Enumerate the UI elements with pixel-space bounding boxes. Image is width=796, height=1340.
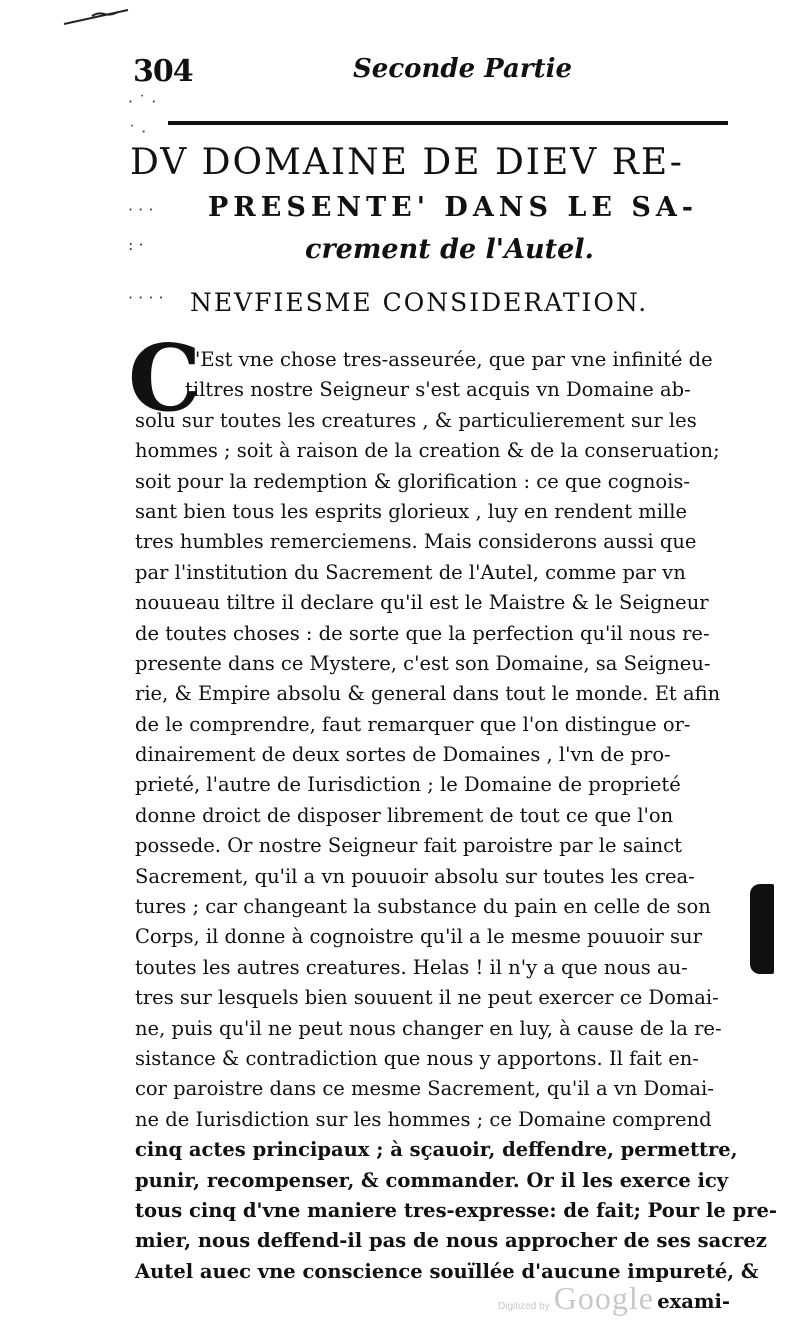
text-line: tures ; car changeant la substance du pain en celle de son <box>135 895 711 919</box>
title-line: DV DOMAINE DE DIEV RE- <box>130 142 684 183</box>
text-line: cor paroistre dans ce mesme Sacrement, qu'il a vn Domai- <box>135 1077 714 1101</box>
text-line: 'Est vne chose tres-asseurée, que par vne infinité de <box>195 348 713 371</box>
watermark-brand: Google <box>553 1280 654 1316</box>
chapter-title <box>130 140 730 270</box>
body-text <box>135 345 777 1318</box>
text-line: presente dans ce Mystere, c'est son Domaine, sa Seigneu- <box>135 651 711 675</box>
speck-mark: ˙ · <box>128 122 147 141</box>
text-line: rie, & Empire absolu & general dans tout le monde. Et afin <box>135 682 721 706</box>
text-line: hommes ; soit à raison de la creation & de la conseruation; <box>135 439 720 463</box>
text-line: donne droict de disposer librement de tout ce que l'on <box>135 803 674 827</box>
text-line: dinairement de deux sortes de Domaines , l'vn de pro- <box>135 743 671 767</box>
drop-cap: C <box>128 324 202 432</box>
running-head: Seconde Partie <box>353 54 572 84</box>
text-line: sant bien tous les esprits glorieux , luy en rendent mille <box>135 499 687 523</box>
text-line: toutes les autres creatures. Helas ! il n'y a que nous au- <box>135 955 688 979</box>
text-line: possede. Or nostre Seigneur fait paroistre par le sainct <box>135 834 682 858</box>
text-line: tous cinq d'vne maniere tres-expresse: de fait; Pour le pre- <box>135 1198 777 1222</box>
text-line: tiltres nostre Seigneur s'est acquis vn Domaine ab- <box>185 378 691 402</box>
speck-mark: · · · · <box>128 288 164 307</box>
speck-mark: · · · <box>128 200 154 219</box>
text-line: ne, puis qu'il ne peut nous changer en luy, à cause de la re- <box>135 1016 722 1040</box>
text-line: ne de Iurisdiction sur les hommes ; ce Domaine comprend <box>135 1107 712 1131</box>
title-line: PRESENTE' DANS LE SA- <box>208 192 698 223</box>
text-line: de le comprendre, faut remarquer que l'on distingue or- <box>135 712 691 736</box>
page-number: 304 <box>133 54 193 89</box>
text-line: prieté, l'autre de Iurisdiction ; le Domaine de proprieté <box>135 773 681 797</box>
text-line: sistance & contradiction que nous y apportons. Il fait en- <box>135 1046 699 1070</box>
section-heading: NEVFIESME CONSIDERATION. <box>190 288 649 317</box>
text-line: cinq actes principaux ; à sçauoir, deffendre, permettre, <box>135 1138 738 1162</box>
text-line: solu sur toutes les creatures , & particulierement sur les <box>135 408 697 432</box>
text-line: nouueau tiltre il declare qu'il est le Maistre & le Seigneur <box>135 591 709 615</box>
text-line: Corps, il donne à cognoistre qu'il a le mesme pouuoir sur <box>135 925 702 949</box>
text-line: punir, recompenser, & commander. Or il les exerce icy <box>135 1168 729 1192</box>
catchword: exami- <box>657 1290 730 1314</box>
digitized-by-google-watermark <box>498 1280 654 1317</box>
speck-mark: · ˙ · <box>128 92 157 111</box>
text-line: tres sur lesquels bien souuent il ne peut exercer ce Domai- <box>135 986 719 1010</box>
handwritten-mark-icon <box>62 6 132 28</box>
text-line: Autel auec vne conscience souïllée d'aucune impureté, & <box>135 1259 759 1283</box>
text-line: par l'institution du Sacrement de l'Autel, comme par vn <box>135 560 686 584</box>
watermark-label: Digitized by <box>498 1301 550 1312</box>
text-line: de toutes choses : de sorte que la perfection qu'il nous re- <box>135 621 710 645</box>
title-line: crement de l'Autel. <box>305 234 594 265</box>
header-rule <box>168 121 728 125</box>
text-line: mier, nous deffend-il pas de nous approcher de ses sacrez <box>135 1229 767 1253</box>
page-edge-blot <box>750 884 774 974</box>
text-line: tres humbles remerciemens. Mais considerons aussi que <box>135 530 697 554</box>
text-line: soit pour la redemption & glorification : ce que cognois- <box>135 469 690 493</box>
page-header <box>125 48 735 88</box>
speck-mark: : · <box>128 235 144 254</box>
text-line: Sacrement, qu'il a vn pouuoir absolu sur toutes les crea- <box>135 864 695 888</box>
